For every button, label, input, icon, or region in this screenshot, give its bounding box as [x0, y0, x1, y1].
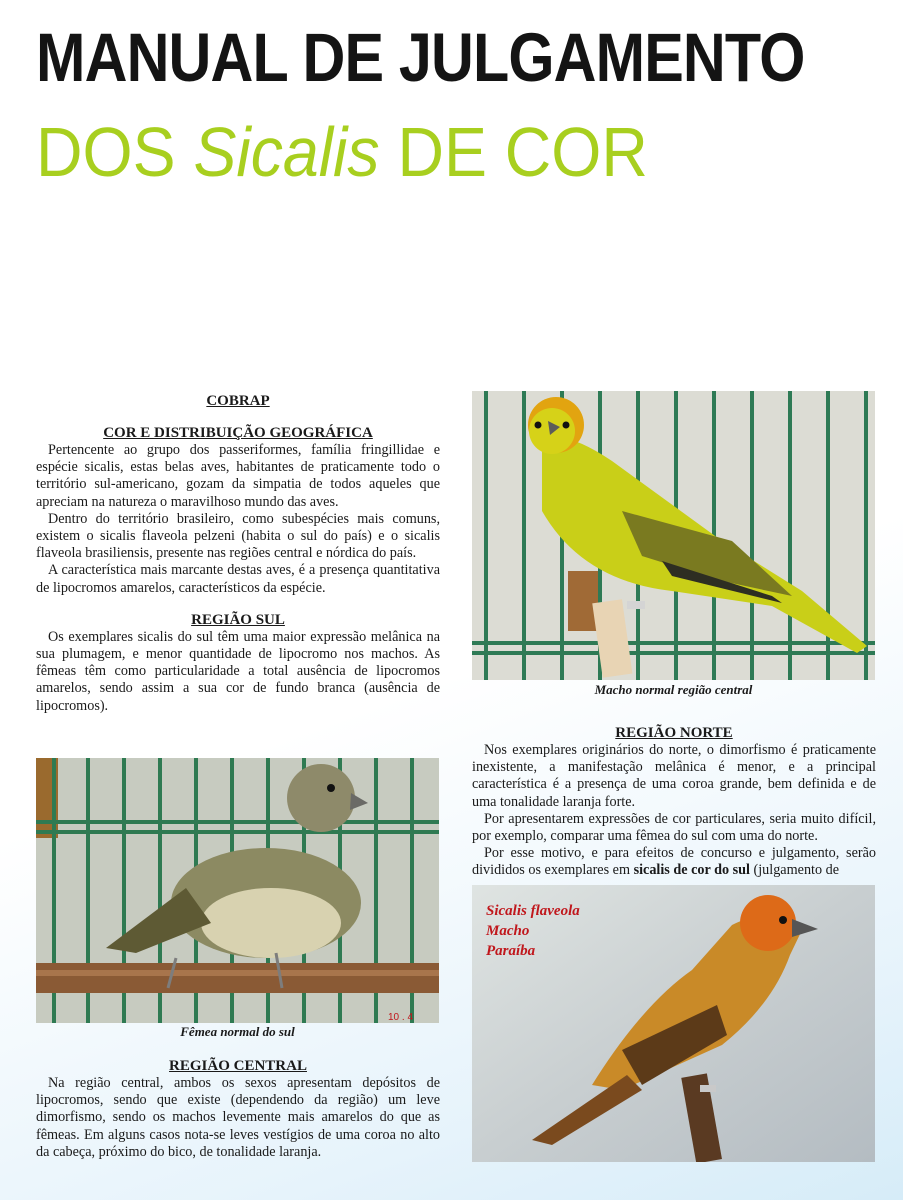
paragraph: Por apresentarem expressões de cor particulares, seria muito difícil, por exemplo, comparar uma fêmea do sul com uma do norte. — [472, 810, 876, 845]
right-column-text — [472, 724, 876, 880]
paragraph: Os exemplares sicalis do sul têm uma maior expressão melânica na sua plumagem, e menor quantidade de lipocromo nos machos. As fêmeas têm como particularidade a total ausência de lipocromos amarelos, sendo assim a sua cor de fundo branca (ausência de lipocromos). — [36, 628, 440, 714]
section-heading-south: REGIÃO SUL — [191, 611, 285, 628]
section-heading-distribution: COR E DISTRIBUIÇÃO GEOGRÁFICA — [103, 425, 373, 441]
orange-bird-photo — [472, 885, 875, 1162]
paragraph: A característica mais marcante destas aves, é a presença quantitativa de lipocromos amarelos, característicos da espécie. — [36, 562, 440, 596]
left-column-text — [36, 392, 440, 715]
section-heading-north: REGIÃO NORTE — [615, 725, 733, 741]
male-bird-photo — [472, 391, 875, 680]
paragraph: Pertencente ao grupo dos passeriformes, família fringillidae e espécie sicalis, estas belas aves, habitantes de praticamente todo o território sul-americano, gozam da simpatia de todos aqueles que apreciam na natureza o maravilhoso mundo das aves. — [36, 442, 440, 510]
paragraph: Nos exemplares originários do norte, o dimorfismo é praticamente inexistente, a manifestação melânica é menor, e a principal característica é a presença de uma coroa grande, bem definida e de uma tonalidade laranja forte. — [472, 742, 876, 810]
subtitle-part-c: DE COR — [379, 113, 648, 191]
left-column-bottom-text — [36, 1057, 440, 1161]
caption-female: Fêmea normal do sul — [180, 1024, 295, 1039]
paragraph — [472, 845, 876, 879]
paragraph: Dentro do território brasileiro, como subespécies mais comuns, existem o sicalis flaveola pelzeni (habita o sul do país) e o sicalis flaveola brasiliensis, presente nas regiões central e nórdica do país. — [36, 510, 440, 562]
female-bird-photo — [36, 758, 439, 1023]
paragraph-bold: sicalis de cor do sul — [633, 862, 750, 879]
photo-stamp: 10 . 4 — [388, 1012, 414, 1023]
caption-male: Macho normal região central — [594, 682, 753, 697]
section-heading-central: REGIÃO CENTRAL — [169, 1058, 307, 1074]
page-title: MANUAL DE JULGAMENTO — [36, 19, 805, 96]
paragraph-part: Por esse motivo, e para efeitos de concurso e julgamento, serão divididos os exemplares em — [472, 845, 876, 879]
org-heading: COBRAP — [206, 393, 270, 409]
photo-label-region: Paraíba — [486, 943, 536, 959]
paragraph-part: (julgamento de — [749, 862, 840, 879]
paragraph: Na região central, ambos os sexos apresentam depósitos de lipocromos, sendo que existe (dependendo da região) um leve dimorfismo, sendo os machos levemente mais amarelos do que as fêmeas. Em alguns casos nota-se leves vestígios de uma coroa no alto da cabeça, próximo do bico, de tonalidade laranja. — [36, 1075, 440, 1160]
photo-label-species: Sicalis flaveola — [486, 903, 580, 919]
photo-label-sex: Macho — [486, 923, 530, 939]
page-subtitle — [36, 112, 648, 192]
subtitle-part-species: Sicalis — [193, 113, 380, 191]
subtitle-part-a: DOS — [36, 113, 194, 191]
